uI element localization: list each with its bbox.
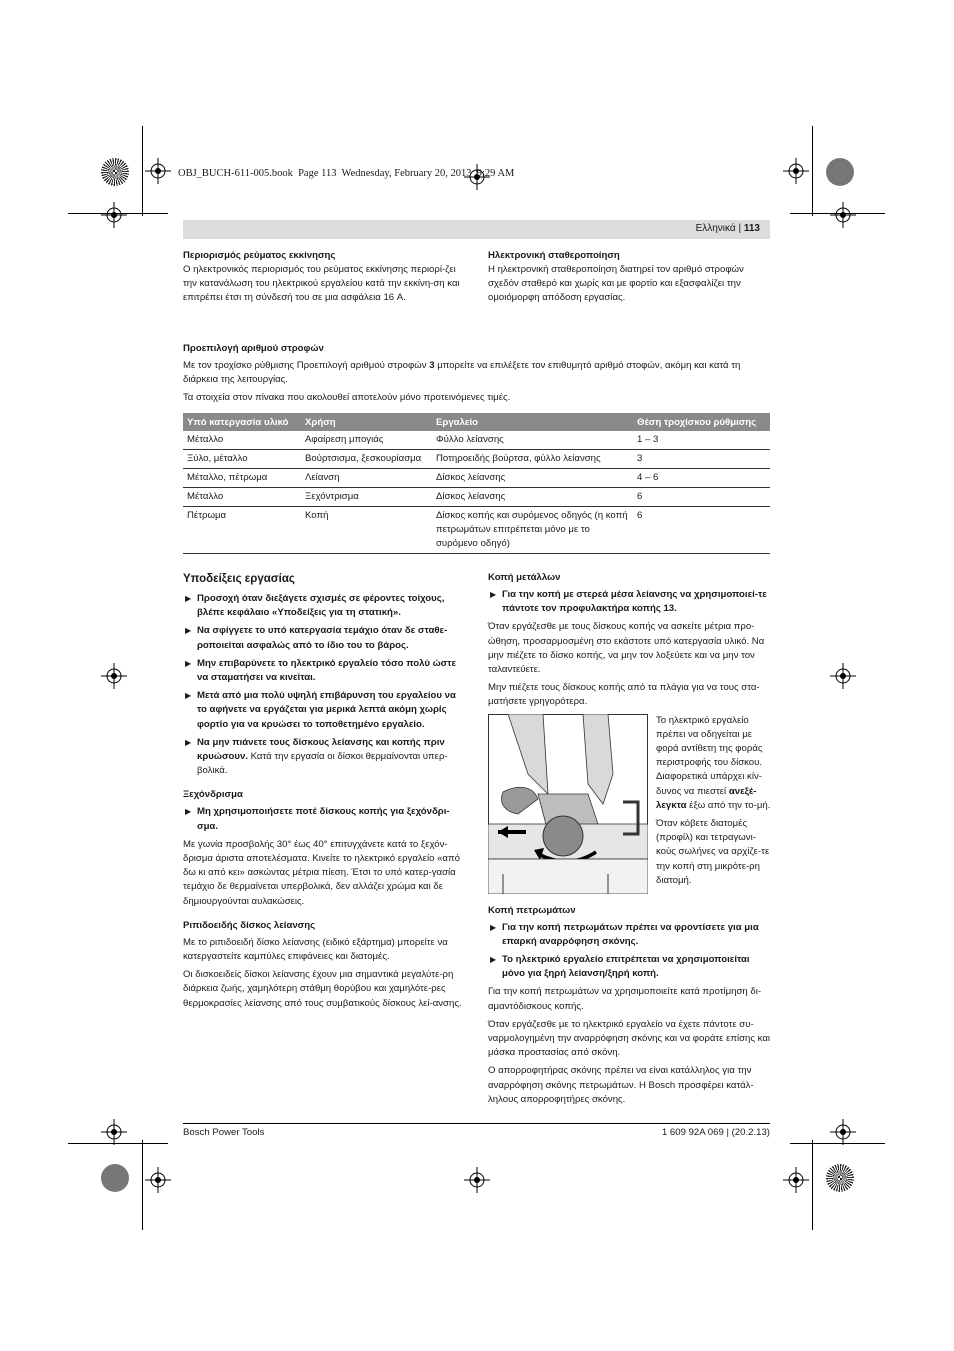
- table-cell: Ξεχόντρισμα: [301, 488, 432, 507]
- bullet-text: Μετά από μια πολύ υψηλή επιβάρυνση του εργαλείου να το αφήνετε να εργάζεται για μερικά λεπτά ακόμη χωρίς φορτίο για να κρυώσει το τοποθετημένο εργαλείο.: [197, 690, 456, 730]
- table-header-row: [183, 413, 770, 431]
- safety-bullet: [488, 953, 771, 981]
- triangle-bullet-icon: ▶: [185, 691, 192, 701]
- left-column: [183, 571, 468, 1015]
- page-number: 113: [743, 223, 760, 234]
- crop-mark: [142, 1140, 143, 1230]
- cutting-direction-illustration-icon: [488, 714, 648, 894]
- paragraph: Όταν εργάζεσθε με τους δίσκους κοπής να ασκείτε μέτρια προ-ώθηση, προσαρμοσμένη στο εκάστοτε υπό κατεργασία υλικό. Να μην πιέζετε το δίσκο κοπής, να μην τον λοξεύετε και να μην τον ταλαντεύετε.: [488, 621, 765, 676]
- section-title: Ξεχόνδρισμα: [183, 789, 243, 801]
- table-cell: 6: [633, 488, 770, 507]
- safety-bullet: [183, 624, 468, 652]
- speed-settings-table: [183, 413, 770, 554]
- color-rosette: [826, 1164, 854, 1192]
- safety-bullet: [488, 588, 771, 616]
- bullet-text: Για την κοπή πετρωμάτων πρέπει να φροντίσετε για μια επαρκή αναρρόφηση σκόνης.: [502, 921, 759, 947]
- column-header: Υπό κατεργασία υλικό: [183, 413, 301, 431]
- header-separator: |: [738, 223, 742, 234]
- speed-preselection-section: [183, 342, 773, 410]
- section-heading: Υποδείξεις εργασίας: [183, 573, 295, 585]
- footer-left: Bosch Power Tools: [183, 1127, 265, 1138]
- reference-number: 3: [429, 360, 435, 371]
- table-cell: Δίσκος κοπής και συρόμενος οδηγός (η κοπή πετρωμάτων επιτρέπεται μόνο με το συρόμενο οδηγό): [432, 507, 633, 554]
- table-cell: Φύλλο λείανσης: [432, 431, 633, 450]
- cutting-illustration-block: [488, 714, 771, 894]
- right-column: [488, 571, 771, 1111]
- table-cell: Βούρτσισμα, ξεσκουρίασμα: [301, 450, 432, 469]
- triangle-bullet-icon: ▶: [490, 922, 497, 932]
- registration-mark-icon: [783, 158, 809, 184]
- section-title: Κοπή μετάλλων: [488, 572, 561, 583]
- text-run: Το ηλεκτρικό εργαλείο πρέπει να οδηγείται με φορά αντίθετη της φοράς περιστροφής του δίσκου. Διαφορετικά υπάρχει κίν-δυνος να πιεστεί: [656, 714, 763, 797]
- registration-mark-icon: [101, 202, 127, 228]
- table-row: [183, 469, 770, 488]
- header-language: Ελληνικά: [695, 223, 736, 234]
- paragraph: Η ηλεκτρονική σταθεροποίηση διατηρεί τον αριθμό στροφών σχεδόν σταθερό και χωρίς και με φορτίο και εξασφαλίζει την ομοιόμορφη απόδοση εργασίας.: [488, 264, 744, 304]
- text-run: Με τον τροχίσκο ρύθμισης Προεπιλογή αριθμού στροφών: [183, 360, 430, 371]
- paragraph: Όταν κόβετε διατομές (προφίλ) και τετραγωνι-κούς σωλήνες να αρχίζε-τε την κοπή στη μικρότε-ρη διατομή.: [656, 818, 770, 886]
- table-cell: Μέταλλο: [183, 431, 301, 450]
- paragraph: Ο ηλεκτρονικός περιορισμός του ρεύματος εκκίνησης περιορί-ζει την κατανάλωση του ηλεκτρικού εργαλείου κατά την εκκίνη-ση και επιτρέπει έτσι τη σύνδεσή του σε μια ασφάλεια 16 A.: [183, 264, 460, 304]
- safety-bullet: [183, 657, 468, 685]
- color-rosette: [101, 1164, 129, 1192]
- crop-mark: [142, 126, 143, 216]
- column-header: Εργαλείο: [432, 413, 633, 431]
- column-header: Χρήση: [301, 413, 432, 431]
- bullet-text: Μην επιβαρύνετε το ηλεκτρικό εργαλείο τόσο πολύ ώστε να σταματήσει να κινείται.: [197, 657, 457, 684]
- table-cell: 4 – 6: [633, 469, 770, 488]
- table-cell: Πέτρωμα: [183, 507, 301, 554]
- illustration-caption: [656, 714, 771, 894]
- table-cell: Κοπή: [301, 507, 432, 554]
- triangle-bullet-icon: ▶: [185, 807, 192, 817]
- table-cell: Δίσκος λείανσης: [432, 488, 633, 507]
- safety-bullet: [183, 592, 468, 620]
- triangle-bullet-icon: ▶: [490, 590, 497, 599]
- color-rosette: [826, 158, 854, 186]
- triangle-bullet-icon: ▶: [185, 737, 192, 747]
- running-header: [183, 220, 770, 239]
- section-title: Προεπιλογή αριθμού στροφών: [183, 343, 324, 354]
- paragraph: [183, 359, 773, 387]
- bullet-text: Το ηλεκτρικό εργαλείο επιτρέπεται να χρησιμοποιείται μόνο για ξηρή λείανση/ξηρή κοπή.: [502, 954, 750, 980]
- registration-mark-icon: [830, 202, 856, 228]
- paragraph: Με γωνία προσβολής 30° έως 40° επιτυγχάνετε κατά το ξεχόν-δρισμα άριστα αποτελέσματα. Κινείτε το ηλεκτρικό εργαλείο «από δω κι από κει» ασκώντας μέτρια πίεση. Έτσι το υπό κατερ-γασία τεμάχιο δε θερμαίνεται υπερβολικά, δεν αλλάζει χρώμα και δε δημιουργούνται αυλακώσεις.: [183, 838, 460, 907]
- footer-right: 1 609 92A 069 | (20.2.13): [661, 1127, 770, 1138]
- paragraph: Για την κοπή πετρωμάτων να χρησιμοποιείτε κατά προτίμηση δι-αμαντόδισκους κοπής.: [488, 986, 762, 1012]
- bullet-text: Να μην πιάνετε τους δίσκους λείανσης και κοπής πριν κρυώσουν.: [197, 736, 445, 763]
- registration-mark-icon: [145, 158, 171, 184]
- start-current-section: [183, 249, 468, 310]
- safety-bullet: [183, 805, 468, 833]
- paragraph: Οι δισκοειδείς δίσκοι λείανσης έχουν μια σημαντικά μεγαλύτε-ρη διάρκεια ζωής, χαμηλότερη στάθμη θορύβου και χαμηλότε-ρες θερμοκρασίες λείανσης από τους συμβατικούς δίσκους λεί-ανσης.: [183, 969, 462, 1009]
- registration-mark-icon: [783, 1167, 809, 1193]
- bullet-text: Μη χρησιμοποιήσετε ποτέ δίσκους κοπής για ξεχόνδρι-σμα.: [197, 806, 450, 832]
- table-cell: 3: [633, 450, 770, 469]
- table-cell: Ξύλο, μέταλλο: [183, 450, 301, 469]
- paragraph: Όταν εργάζεσθε με το ηλεκτρικό εργαλείο να έχετε πάντοτε συ-ναρμολογημένη την αναρρόφηση σκόνης και να φοράτε επίσης και μάσκα προστασίας από σκόνη.: [488, 1018, 771, 1059]
- stabilization-section: [488, 249, 771, 310]
- column-header: Θέση τροχίσκου ρύθμισης: [633, 413, 770, 431]
- paragraph: Μην πιέζετε τους δίσκους κοπής από τα πλάγια για να τους στα-ματήσετε γρηγορότερα.: [488, 682, 760, 708]
- paragraph: [656, 714, 771, 813]
- text-run: έξω από την το-μή.: [686, 799, 771, 811]
- section-title: Κοπή πετρωμάτων: [488, 904, 576, 916]
- table-cell: Λείανση: [301, 469, 432, 488]
- section-title: Ηλεκτρονική σταθεροποίηση: [488, 250, 620, 261]
- safety-bullet: [183, 689, 468, 732]
- safety-bullet: [488, 921, 771, 949]
- safety-bullet: [183, 736, 468, 779]
- paragraph: Ο απορροφητήρας σκόνης πρέπει να είναι κατάλληλος για την αναρρόφηση σκόνης πετρωμάτων. Η Bosch προσφέρει κατάλ-ληλους απορροφητήρες σκόνης.: [488, 1065, 754, 1105]
- table-cell: 6: [633, 507, 770, 554]
- registration-mark-icon: [464, 1167, 490, 1193]
- table-row: [183, 450, 770, 469]
- triangle-bullet-icon: ▶: [185, 658, 192, 668]
- triangle-bullet-icon: ▶: [185, 594, 192, 603]
- bullet-text: Για την κοπή με στερεά μέσα λείανσης να χρησιμοποιεί-τε πάντοτε τον προφυλακτήρα κοπής 13.: [502, 589, 767, 615]
- section-title: Ριπιδοειδής δίσκος λείανσης: [183, 919, 316, 931]
- registration-mark-icon: [830, 663, 856, 689]
- table-cell: Αφαίρεση μπογιάς: [301, 431, 432, 450]
- registration-mark-icon: [145, 1167, 171, 1193]
- registration-mark-icon: [830, 1119, 856, 1145]
- text-run: ανεξέ-λεγκτα: [656, 785, 757, 811]
- registration-mark-icon: [101, 663, 127, 689]
- table-cell: Μέταλλο, πέτρωμα: [183, 469, 301, 488]
- table-cell: 1 – 3: [633, 431, 770, 450]
- table-cell: Δίσκος λείανσης: [432, 469, 633, 488]
- crop-mark: [812, 1140, 813, 1230]
- table-row: [183, 431, 770, 450]
- table-row: [183, 488, 770, 507]
- footer-rule: [183, 1123, 770, 1124]
- text-run: μπορείτε να επιλέξετε τον επιθυμητό αριθμό στοφών, ακόμη και κατά τη διάρκεια της λειτουργίας.: [183, 360, 741, 386]
- bullet-text: Κατά την εργασία οι δίσκοι θερμαίνονται υπερ-βολικά.: [197, 751, 448, 777]
- section-title: Περιορισμός ρεύματος εκκίνησης: [183, 250, 336, 261]
- table-cell: Ποτηροειδής βούρτσα, φύλλο λείανσης: [432, 450, 633, 469]
- registration-mark-icon: [101, 1119, 127, 1145]
- table-row: [183, 507, 770, 554]
- triangle-bullet-icon: ▶: [490, 955, 497, 965]
- bullet-text: Προσοχή όταν διεξάγετε σχισμές σε φέροντες τοίχους, βλέπε κεφάλαιο «Υποδείξεις για τη στατική».: [197, 593, 445, 619]
- print-header: OBJ_BUCH-611-005.book Page 113 Wednesday, February 20, 2013 9:29 AM: [178, 168, 515, 179]
- crop-mark: [812, 126, 813, 216]
- paragraph: Τα στοιχεία στον πίνακα που ακολουθεί αποτελούν μόνο προτεινόμενες τιμές.: [183, 392, 511, 404]
- color-rosette: [101, 158, 129, 186]
- paragraph: Με το ριπιδοειδή δίσκο λείανσης (ειδικό εξάρτημα) μπορείτε να κατεργαστείτε καμπύλες επιφάνειες και διατομές.: [183, 936, 448, 963]
- table-cell: Μέταλλο: [183, 488, 301, 507]
- triangle-bullet-icon: ▶: [185, 626, 192, 636]
- bullet-text: Να σφίγγετε το υπό κατεργασία τεμάχιο όταν δε σταθε-ροποιείται ασφαλώς από το ίδιο του το βάρος.: [197, 625, 448, 651]
